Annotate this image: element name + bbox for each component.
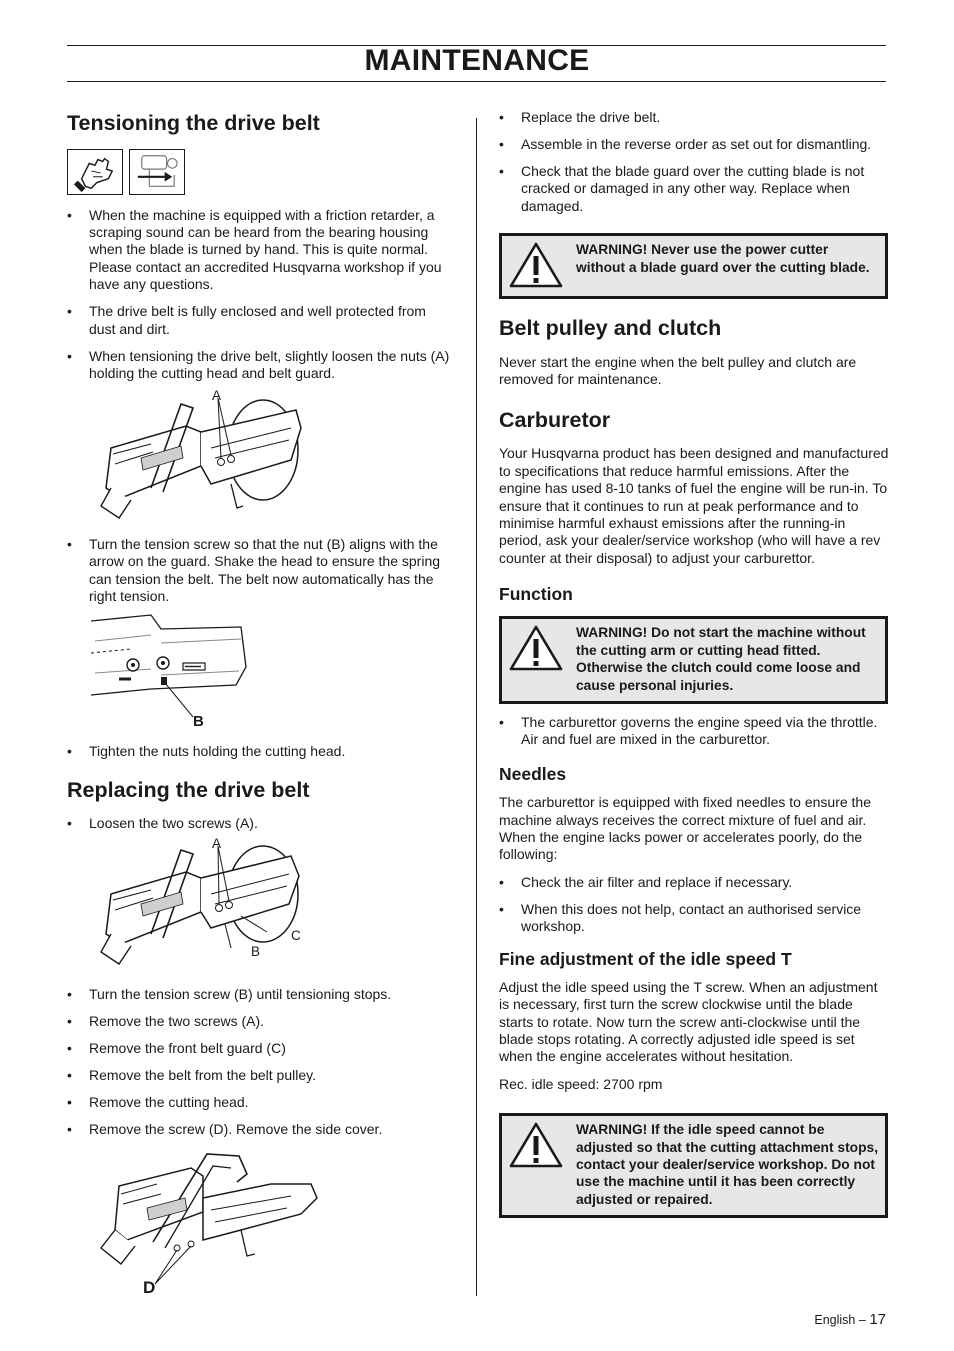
- list-item: • When tensioning the drive belt, slightly loosen the nuts (A) holding the cutting head and belt guard.: [67, 348, 455, 383]
- list-item: • When the machine is equipped with a friction retarder, a scraping sound can be heard from the bearing housing when the blade is turned by hand. This is quite normal. Please contact an accredited Husqvarna workshop if you have any questions.: [67, 207, 455, 294]
- heading-carburetor: Carburetor: [499, 407, 611, 432]
- heading-tensioning: Tensioning the drive belt: [67, 111, 320, 135]
- figure-cutting-head-nuts: [91, 388, 331, 526]
- replacing-list-2: [67, 986, 455, 1138]
- list-item: • Remove the front belt guard (C): [67, 1040, 455, 1057]
- belt-tension-icon: [129, 149, 185, 195]
- warning-triangle-icon: [508, 624, 564, 672]
- page-number: 17: [869, 1311, 886, 1328]
- protective-glove-icon: [67, 149, 123, 195]
- tensioning-list-2: [67, 536, 455, 606]
- list-item: • Tighten the nuts holding the cutting head.: [67, 743, 455, 760]
- label-a: A: [212, 388, 222, 404]
- label-d: D: [143, 1278, 156, 1298]
- list-item: • Assemble in the reverse order as set out for dismantling.: [499, 136, 889, 153]
- carburetor-text: Your Husqvarna product has been designed and manufactured to specifications that reduce harmful emissions. After the engine has used 8-10 tanks of fuel the engine will be run-in. To ensure that it continues to run at peak performance and to minimise harmful exhaust emissions after the running-in period, ask your dealer/service workshop (who will have a rev counter at their disposal) to adjust your carburettor.: [499, 445, 889, 566]
- list-item: • The carburettor governs the engine speed via the throttle. Air and fuel are mixed in the carburettor.: [499, 714, 889, 749]
- fine-adjustment-text: Adjust the idle speed using the T screw. When an adjustment is necessary, first turn the screw clockwise until the blade starts to rotate. Now turn the screw anti-clockwise until the blade stops rotating. A correctly adjusted idle speed is set when the engine accelerates without hesitation.: [499, 978, 878, 1065]
- label-b: B: [193, 713, 204, 731]
- rec-idle-speed: Rec. idle speed: 2700 rpm: [499, 1075, 663, 1092]
- right-column: [499, 109, 889, 1236]
- right-top-list: [499, 109, 889, 215]
- list-item: • Remove the two screws (A).: [67, 1013, 455, 1030]
- list-item: • Loosen the two screws (A).: [67, 815, 455, 832]
- heading-fine-adjustment: Fine adjustment of the idle speed T: [499, 948, 792, 969]
- page-footer: [814, 1311, 886, 1328]
- needles-list: [499, 874, 889, 936]
- warning-cutting-arm: [499, 616, 888, 704]
- figure-screws-guard: [91, 836, 331, 976]
- heading-function: Function: [499, 584, 573, 605]
- list-item: • Remove the cutting head.: [67, 1094, 455, 1111]
- function-list: [499, 714, 889, 749]
- warning-text: WARNING! If the idle speed cannot be adjusted so that the cutting attachment stops, contact your dealer/service workshop. Do not use the machine until it has been correctly adjusted or repaired.: [576, 1122, 879, 1207]
- tensioning-list-3: [67, 743, 455, 760]
- heading-needles: Needles: [499, 763, 567, 784]
- warning-text: WARNING! Never use the power cutter without a blade guard over the cutting blade.: [576, 242, 870, 275]
- left-column: [67, 100, 455, 1308]
- figure-tension-nut: [91, 613, 271, 733]
- warning-text: WARNING! Do not start the machine without the cutting arm or cutting head fitted. Otherwise the clutch could come loose and cause personal injuries.: [576, 625, 866, 693]
- figure-side-cover: [91, 1148, 331, 1298]
- list-item: • Turn the tension screw (B) until tensioning stops.: [67, 986, 455, 1003]
- list-item: • Remove the belt from the belt pulley.: [67, 1067, 455, 1084]
- warning-blade-guard: [499, 233, 888, 299]
- heading-replacing: Replacing the drive belt: [67, 777, 310, 802]
- heading-belt-pulley: Belt pulley and clutch: [499, 316, 722, 341]
- warning-triangle-icon: [508, 1121, 564, 1169]
- page-title: MAINTENANCE: [364, 44, 590, 77]
- list-item: • Check that the blade guard over the cutting blade is not cracked or damaged in any other way. Replace when damaged.: [499, 163, 889, 215]
- list-item: • Turn the tension screw so that the nut (B) aligns with the arrow on the guard. Shake the head to ensure the spring can tension the belt. The belt now automatically has the right tension.: [67, 536, 455, 606]
- safety-icons: [67, 149, 455, 195]
- footer-dash: –: [858, 1313, 866, 1327]
- needles-text: The carburettor is equipped with fixed needles to ensure the machine always receives the correct mixture of fuel and air. When the engine lacks power or accelerates poorly, do the following:: [499, 794, 872, 863]
- list-item: • The drive belt is fully enclosed and well protected from dust and dirt.: [67, 303, 455, 338]
- replacing-list-1: [67, 815, 455, 832]
- list-item: • When this does not help, contact an authorised service workshop.: [499, 901, 889, 936]
- column-divider: [476, 118, 477, 1296]
- warning-triangle-icon: [508, 241, 564, 289]
- belt-pulley-text: Never start the engine when the belt pulley and clutch are removed for maintenance.: [499, 353, 857, 388]
- label-a: A: [212, 836, 222, 852]
- list-item: • Remove the screw (D). Remove the side cover.: [67, 1121, 455, 1138]
- list-item: • Check the air filter and replace if necessary.: [499, 874, 889, 891]
- footer-language: English: [814, 1313, 856, 1327]
- tensioning-list-1: [67, 207, 455, 383]
- label-c: C: [291, 928, 301, 944]
- list-item: • Replace the drive belt.: [499, 109, 889, 126]
- title-underline: [67, 81, 886, 82]
- warning-idle-speed: [499, 1113, 888, 1218]
- label-b: B: [251, 944, 261, 960]
